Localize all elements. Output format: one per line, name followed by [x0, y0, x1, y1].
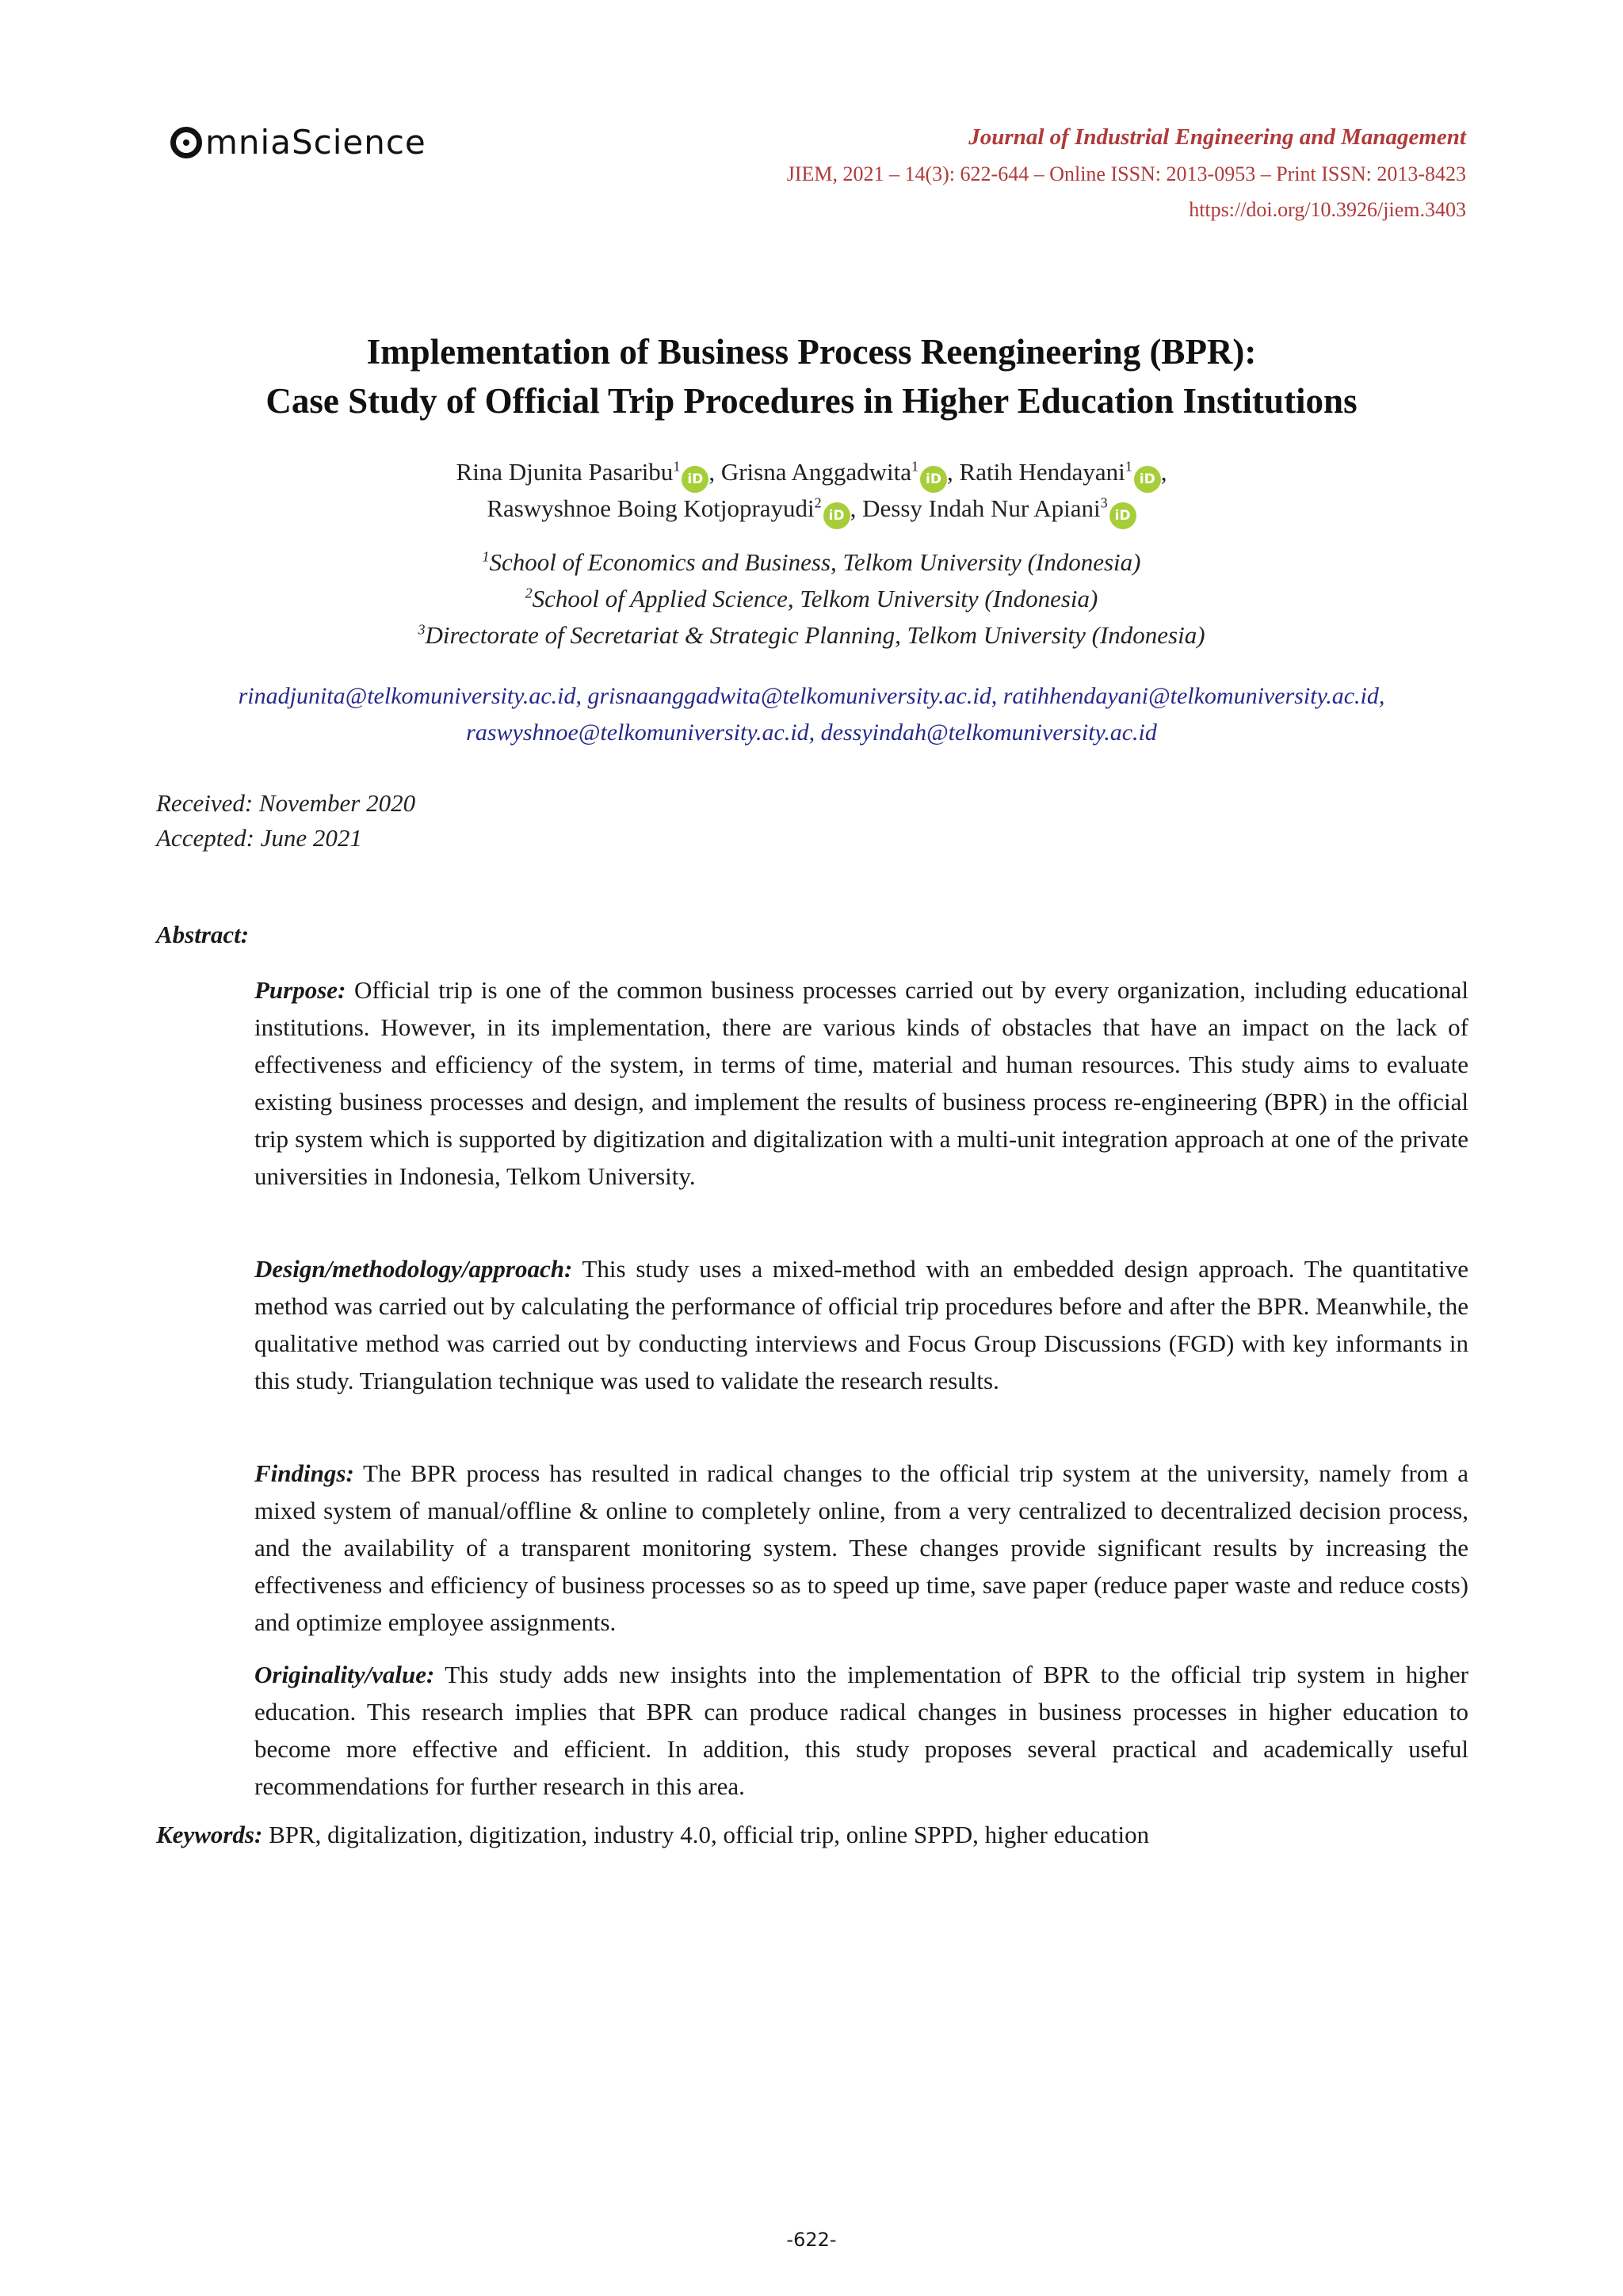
- abstract-design: [254, 1250, 1468, 1399]
- orcid-icon[interactable]: iD: [1134, 466, 1161, 493]
- author-affil-num: 1: [1125, 458, 1132, 475]
- author-name: Ratih Hendayani: [959, 458, 1125, 486]
- abstract-purpose: [254, 971, 1468, 1195]
- orcid-icon[interactable]: iD: [1109, 502, 1136, 529]
- received-date: Received: November 2020: [156, 789, 416, 817]
- affiliation: [0, 585, 1623, 613]
- author-emails-line1[interactable]: rinadjunita@telkomuniversity.ac.id, grisnaanggadwita@telkomuniversity.ac.id, ratihhendayani@telkomuniversity.ac.id,: [238, 683, 1385, 709]
- paper-title-line2: Case Study of Official Trip Procedures in Higher Education Institutions: [265, 381, 1358, 421]
- author-affil-num: 1: [911, 458, 919, 475]
- findings-text: The BPR process has resulted in radical changes to the official trip system at the university, namely from a mixed system of manual/offline & online to completely online, from a very centralized to decentralized decision process, and the availability of a transparent monitoring system. These changes provide significant results by increasing the effectiveness and efficiency of business processes so as to speed up time, save paper (reduce paper waste and reduce costs) and optimize employee assignments.: [254, 1459, 1468, 1636]
- abstract-heading: Abstract:: [156, 921, 250, 948]
- orcid-icon[interactable]: iD: [682, 466, 708, 493]
- logo-text: mniaScience: [205, 123, 426, 162]
- keywords: [156, 1821, 1149, 1849]
- author-name: Dessy Indah Nur Apiani: [862, 494, 1101, 522]
- author-affil-num: 1: [673, 458, 681, 475]
- page-number: -622-: [786, 2229, 837, 2251]
- orcid-icon[interactable]: iD: [823, 502, 850, 529]
- design-text: This study uses a mixed-method with an embedded design approach. The quantitative method was carried out by calculating the performance of official trip procedures before and after the BPR. Meanwhile, the qualitative method was carried out by conducting interviews and Focus Group Discussions (FGD) with key informants in this study. Triangulation technique was used to validate the research results.: [254, 1255, 1468, 1394]
- originality-text: This study adds new insights into the implementation of BPR to the official trip system in higher education. This research implies that BPR can produce radical changes in business processes in higher education to become more effective and efficient. In addition, this study proposes several practical and academically useful recommendations for further research in this area.: [254, 1661, 1468, 1800]
- paper-title-line1: Implementation of Business Process Reengineering (BPR):: [366, 332, 1257, 372]
- abstract-findings: [254, 1455, 1468, 1641]
- affiliation-text: School of Economics and Business, Telkom University (Indonesia): [489, 548, 1141, 576]
- author-emails-line2[interactable]: raswyshnoe@telkomuniversity.ac.id, dessyindah@telkomuniversity.ac.id: [466, 719, 1157, 746]
- affiliation-num: 2: [525, 585, 533, 601]
- affiliation: [0, 548, 1623, 577]
- purpose-label: Purpose:: [254, 976, 346, 1004]
- affiliation: [0, 621, 1623, 650]
- author-name: Rina Djunita Pasaribu: [456, 458, 674, 486]
- findings-label: Findings:: [254, 1459, 354, 1487]
- design-label: Design/methodology/approach:: [254, 1255, 573, 1283]
- author-affil-num: 2: [814, 494, 822, 511]
- publisher-logo: [170, 123, 426, 162]
- author-affil-num: 3: [1100, 494, 1108, 511]
- keywords-text: BPR, digitalization, digitization, industry 4.0, official trip, online SPPD, higher education: [269, 1821, 1150, 1848]
- journal-meta: JIEM, 2021 – 14(3): 622-644 – Online ISSN: 2013-0953 – Print ISSN: 2013-8423: [786, 162, 1466, 185]
- purpose-text: Official trip is one of the common business processes carried out by every organization, including educational institutions. However, in its implementation, there are various kinds of obstacles that have an impact on the lack of effectiveness and efficiency of the system, in terms of time, material and human resources. This study aims to evaluate existing business processes and design, and implement the results of business process re-engineering (BPR) in the official trip system which is supported by digitization and digitalization with a multi-unit integration approach at one of the private universities in Indonesia, Telkom University.: [254, 976, 1468, 1190]
- journal-name: Journal of Industrial Engineering and Management: [968, 124, 1466, 150]
- abstract-originality: [254, 1656, 1468, 1805]
- authors-line1: Rina Djunita Pasaribu$^1$iD , Grisna Anggadwita$^1$iD , Ratih Hendayani$^1$iD ,: [0, 458, 1623, 493]
- accepted-date: Accepted: June 2021: [156, 824, 362, 852]
- author-name: Grisna Anggadwita: [720, 458, 912, 486]
- affiliation-text: Directorate of Secretariat & Strategic Planning, Telkom University (Indonesia): [425, 621, 1205, 649]
- omniascience-logo-icon: [170, 127, 202, 158]
- affiliation-text: School of Applied Science, Telkom University (Indonesia): [532, 585, 1098, 612]
- doi-link[interactable]: https://doi.org/10.3926/jiem.3403: [1189, 198, 1466, 221]
- affiliation-num: 3: [418, 621, 426, 638]
- orcid-icon[interactable]: iD: [920, 466, 947, 493]
- authors-line2: Raswyshnoe Boing Kotjoprayudi$^2$iD , Dessy Indah Nur Apiani$^3$iD: [0, 494, 1623, 529]
- keywords-label: Keywords:: [156, 1821, 263, 1848]
- affiliation-num: 1: [482, 548, 490, 565]
- originality-label: Originality/value:: [254, 1661, 435, 1688]
- author-name: Raswyshnoe Boing Kotjoprayudi: [487, 494, 815, 522]
